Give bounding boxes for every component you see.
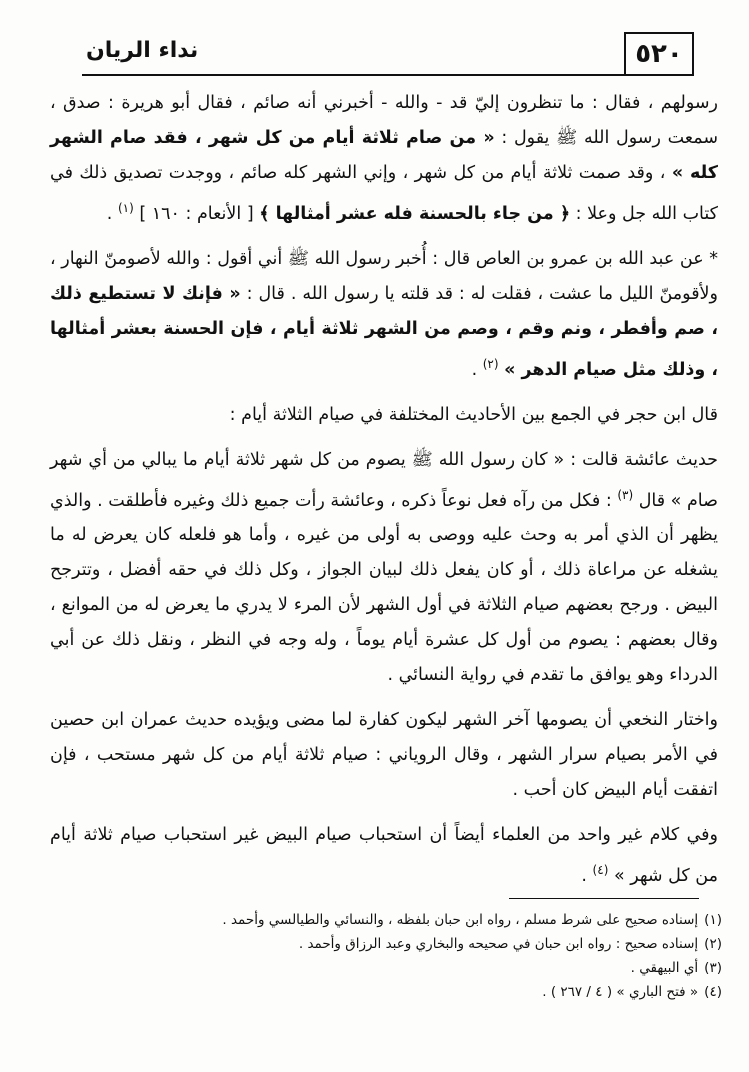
- footnote-text: أي البيهقي .: [630, 960, 699, 976]
- text-run: : فكل من رآه فعل نوعاً ذكره ، وعائشة رأت جميع ذلك وغيره فأطلقت . والذي يظهر أن الذي أمر به وحث عليه ووصى به أولى من غيره ، وأما هو فلعله كان يعرض له ما يشغله عن مراعاة ذلك ، أو كان يفعل ذلك لبيان الجواز ، وكل ذلك في حقه أفضل ، وتترجح البيض . ورجح بعضهم صيام الثلاثة في أول الشهر لأن المرء لا يدري ما يعرض له من الموانع ، وقال بعضهم : يصوم من أول كل عشرة أيام يوماً ، وله وجه في النظر ، ونقل ذلك عن أبي الدرداء وهو يوافق ما تقدم في رواية النسائي .: [50, 490, 718, 686]
- text-run: حديث عائشة قالت : « كان رسول الله ﷺ يصوم من كل شهر ثلاثة أيام ما يبالي من أي شهر صام » قال: [50, 449, 718, 511]
- footnote-ref[interactable]: (٣): [617, 487, 634, 502]
- page-header: [82, 26, 694, 76]
- footnote-ref[interactable]: (١): [117, 201, 134, 215]
- quran-verse: ﴿ من جاء بالحسنة فله عشر أمثالها ﴾: [259, 203, 571, 224]
- paragraph-4: [50, 443, 718, 694]
- hadith-quote: « فإنك لا تستطيع ذلك ، صم وأفطر ، ونم وقم ، وصم من الشهر ثلاثة أيام ، فإن الحسنة بعشر أمثالها ، وذلك مثل صيام الدهر »: [50, 283, 718, 380]
- text-run: وفي كلام غير واحد من العلماء أيضاً أن استحباب صيام البيض غير استحباب صيام ثلاثة أيام من كل شهر »: [50, 825, 718, 887]
- text-run: .: [471, 359, 483, 380]
- footnote-text: إسناده صحيح على شرط مسلم ، رواه ابن حبان بلفظه ، والنسائي والطيالسي وأحمد .: [222, 912, 699, 928]
- text-run: .: [106, 203, 118, 224]
- footnote-text: « فتح الباري » ( ٤ / ٢٦٧ ) .: [542, 984, 699, 1000]
- footnotes: [60, 908, 722, 1004]
- footnote-2: [60, 932, 722, 956]
- text-run: .: [581, 866, 593, 887]
- paragraph-2: [50, 242, 718, 388]
- footnote-number: (٣): [704, 960, 722, 976]
- footnote-ref[interactable]: (٤): [592, 863, 609, 878]
- text-run: ، وقد صمت ثلاثة أيام من كل شهر ، وإني الشهر كله صائم ، ووجدت تصديق ذلك في كتاب الله جل وعلا :: [50, 163, 718, 224]
- paragraph-3: قال ابن حجر في الجمع بين الأحاديث المختلفة في صيام الثلاثة أيام :: [229, 404, 718, 425]
- running-title: نداء الريان: [86, 38, 199, 63]
- paragraph-6: [50, 818, 718, 894]
- text-run: * عن عبد الله بن عمرو بن العاص قال : أُخبر رسول الله ﷺ أني أقول : والله لأصومنّ النهار ، ولأقومنّ الليل ما عشت ، فقلت له : قد قلته يا رسول الله . قال :: [50, 248, 718, 304]
- page-number: ٥٢٠: [624, 32, 694, 74]
- footnote-3: [60, 956, 722, 980]
- footnote-1: [60, 908, 722, 932]
- footnote-number: (٢): [704, 936, 722, 952]
- footnote-text: إسناده صحيح : رواه ابن حبان في صحيحه والبخاري وعبد الرزاق وأحمد .: [298, 936, 699, 952]
- paragraph-5: واختار النخعي أن يصومها آخر الشهر ليكون كفارة لما مضى ويؤيده حديث عمران ابن حصين في الأمر بصيام سرار الشهر ، وقال الروياني : صيام ثلاثة أيام من كل شهر مستحب ، فإن اتفقت أيام البيض كان أحب .: [50, 710, 718, 801]
- footnote-ref[interactable]: (٢): [482, 356, 499, 371]
- footnote-4: [60, 980, 722, 1004]
- text-run: رسولهم ، فقال : ما تنظرون إليّ قد - والله - أخبرني أنه صائم ، فقال أبو هريرة : صدق ، سمعت رسول الله ﷺ يقول :: [50, 93, 718, 148]
- footnote-divider: [509, 898, 699, 899]
- footnote-number: (١): [704, 912, 722, 928]
- paragraph-1: [50, 86, 718, 232]
- hadith-quote: « من صام ثلاثة أيام من كل شهر ، فقد صام الشهر كله »: [50, 128, 718, 183]
- footnote-number: (٤): [704, 984, 722, 1000]
- verse-reference: [ الأنعام : ١٦٠ ]: [133, 203, 260, 224]
- main-text: [50, 86, 718, 904]
